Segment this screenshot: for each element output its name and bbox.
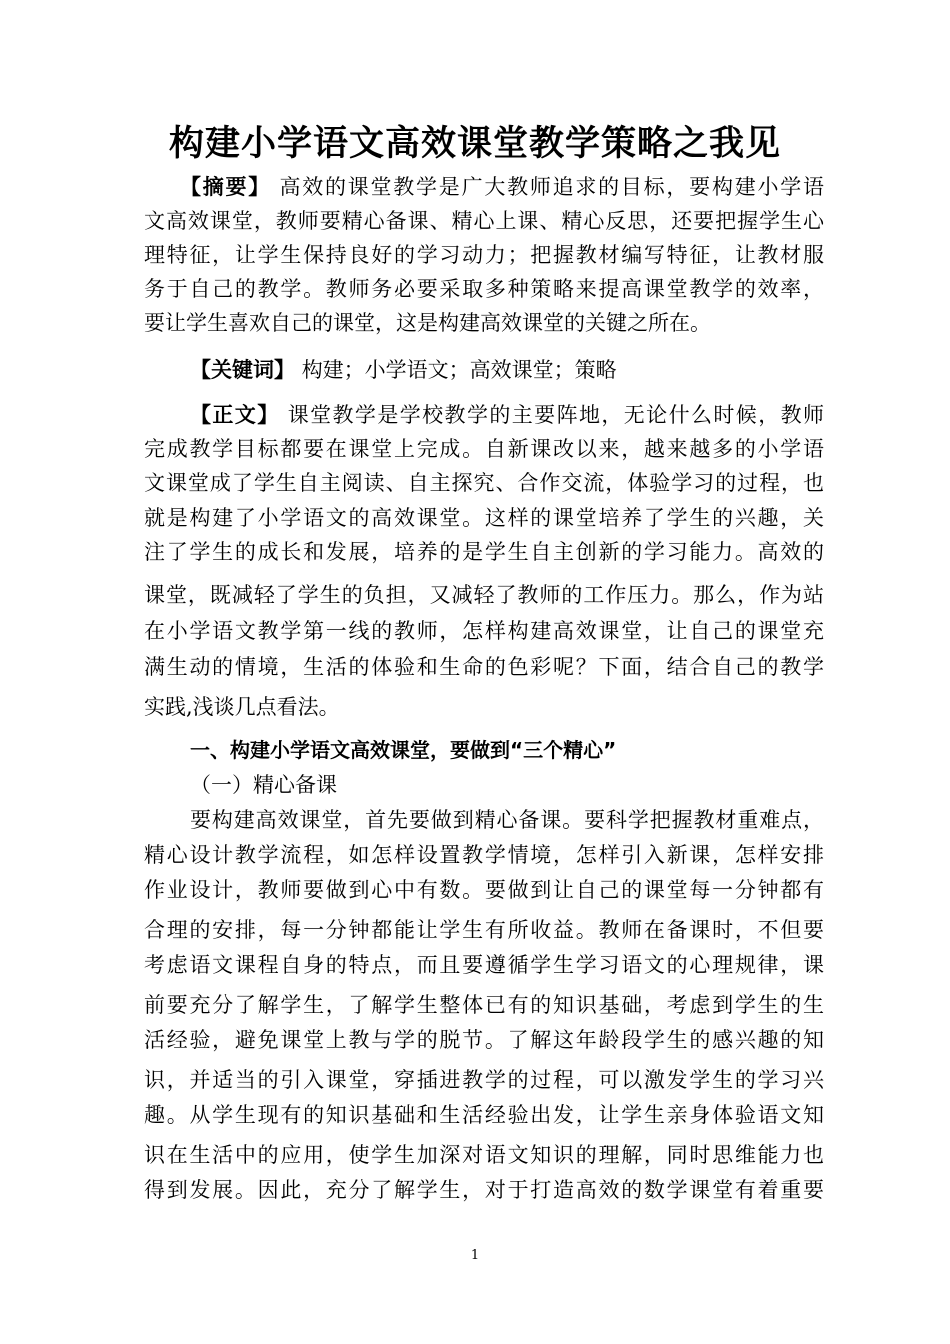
body-line-8: 满生动的情境，生活的体验和生命的色彩呢？下面，结合自己的教学 (144, 655, 824, 679)
body-text: 课堂教学是学校教学的主要阵地，无论什么时候，教师 (287, 403, 824, 427)
abstract-line-3: 理特征，让学生保持良好的学习动力；把握教材编写特征，让教材服 (144, 243, 824, 267)
abstract-line-4: 务于自己的教学。教师务必要采取多种策略来提高课堂教学的效率， (144, 277, 824, 301)
abstract-line-5: 要让学生喜欢自己的课堂，这是构建高效课堂的关键之所在。 (144, 311, 711, 335)
body-line-3: 文课堂成了学生自主阅读、自主探究、合作交流，体验学习的过程，也 (144, 471, 824, 495)
body-line-2: 完成教学目标都要在课堂上完成。自新课改以来，越来越多的小学语 (144, 437, 824, 461)
abstract-line-2: 文高效课堂，教师要精心备课、精心上课、精心反思，还要把握学生心 (144, 209, 824, 233)
body-line-4: 就是构建了小学语文的高效课堂。这样的课堂培养了学生的兴趣，关 (144, 506, 824, 530)
section-line-6: 前要充分了解学生，了解学生整体已有的知识基础，考虑到学生的生 (144, 993, 824, 1017)
section-line-7: 活经验，避免课堂上教与学的脱节。了解这年龄段学生的感兴趣的知 (144, 1028, 824, 1052)
section-line-10: 识在生活中的应用，使学生加深对语文知识的理解，同时思维能力也 (144, 1143, 824, 1167)
document-title: 构建小学语文高效课堂教学策略之我见 (168, 124, 781, 164)
section-heading: 一、构建小学语文高效课堂，要做到“三个精心” (190, 738, 617, 762)
abstract-label: 【摘要】 (180, 175, 272, 199)
body-label: 【正文】 (190, 403, 280, 427)
body-line-1 (190, 398, 824, 432)
body-line-6: 课堂，既减轻了学生的负担，又减轻了教师的工作压力。那么，作为站 (144, 583, 824, 607)
section-line-4: 合理的安排，每一分钟都能让学生有所收益。教师在备课时，不但要 (144, 918, 824, 942)
page-number: 1 (470, 1248, 480, 1263)
keywords-line (190, 353, 824, 387)
section-subheading: （一）精心备课 (190, 773, 337, 797)
section-line-5: 考虑语文课程自身的特点，而且要遵循学生学习语文的心理规律，课 (144, 953, 824, 977)
abstract-text: 高效的课堂教学是广大教师追求的目标，要构建小学语 (279, 175, 824, 199)
section-line-8: 识，并适当的引入课堂，穿插进教学的过程，可以激发学生的学习兴 (144, 1068, 824, 1092)
section-line-3: 作业设计，教师要做到心中有数。要做到让自己的课堂每一分钟都有 (144, 878, 824, 902)
keywords-label: 【关键词】 (190, 358, 295, 382)
body-line-7: 在小学语文教学第一线的教师，怎样构建高效课堂，让自己的课堂充 (144, 619, 824, 643)
section-line-2: 精心设计教学流程，如怎样设置教学情境，怎样引入新课，怎样安排 (144, 843, 824, 867)
section-line-9: 趣。从学生现有的知识基础和生活经验出发，让学生亲身体验语文知 (144, 1103, 824, 1127)
abstract-line-1 (180, 170, 824, 204)
body-line-9: 实践,浅谈几点看法。 (144, 695, 340, 719)
body-line-5: 注了学生的成长和发展，培养的是学生自主创新的学习能力。高效的 (144, 540, 824, 564)
section-line-1: 要构建高效课堂，首先要做到精心备课。要科学把握教材重难点， (190, 808, 824, 832)
keywords-text: 构建；小学语文；高效课堂；策略 (301, 358, 617, 382)
section-line-11: 得到发展。因此，充分了解学生，对于打造高效的数学课堂有着重要 (144, 1178, 824, 1202)
